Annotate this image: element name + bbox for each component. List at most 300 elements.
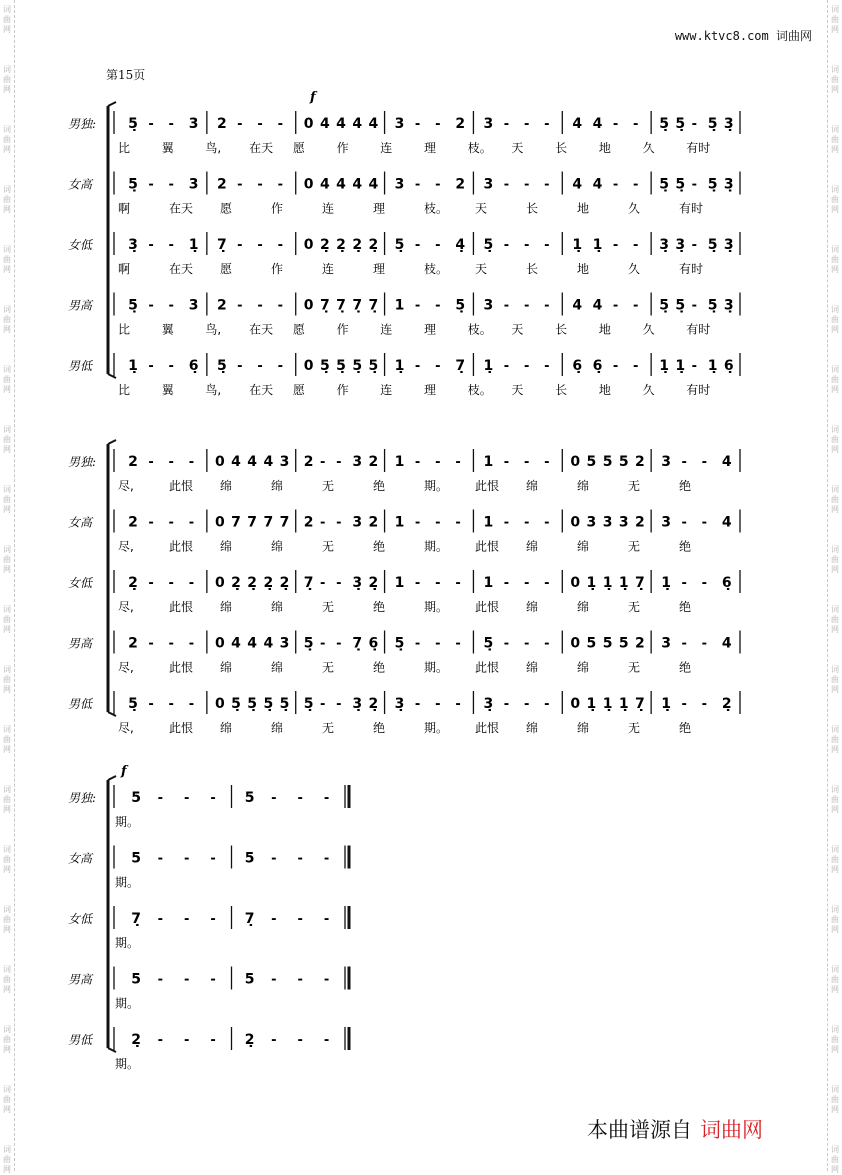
lyric: 期。 — [424, 479, 449, 493]
lyric: 绵 — [526, 600, 539, 614]
sustain-dash: - — [336, 636, 342, 652]
note: 5̣ — [231, 696, 241, 712]
note: 7̣ — [635, 696, 645, 712]
sustain-dash: - — [210, 1033, 216, 1048]
note: 3 — [483, 176, 494, 193]
lyric: 作 — [336, 141, 349, 155]
sustain-dash: - — [148, 576, 154, 591]
note: 0 — [570, 635, 581, 652]
note: 5̣ — [675, 176, 686, 193]
lyric: 作 — [336, 383, 349, 397]
lyric: 理 — [373, 262, 386, 276]
note: 2 — [368, 514, 379, 531]
lyric: 枝。 — [424, 201, 449, 216]
sustain-dash: - — [503, 455, 510, 470]
voice-label: 男低 — [68, 359, 93, 373]
sustain-dash: - — [323, 972, 330, 988]
lyric: 长 — [555, 383, 568, 397]
sustain-dash: - — [691, 359, 697, 374]
note: 5̣ — [336, 358, 346, 374]
note: 2̣ — [247, 575, 258, 591]
note: 0 — [570, 514, 581, 531]
sustain-dash: - — [435, 117, 441, 132]
sustain-dash: - — [612, 117, 619, 132]
sustain-dash: - — [148, 636, 154, 652]
lyric: 无 — [628, 539, 641, 554]
note: 0 — [214, 454, 225, 470]
sustain-dash: - — [435, 515, 441, 531]
sustain-dash: - — [277, 238, 284, 253]
lyric: 此恨 — [475, 660, 500, 675]
note: 0 — [214, 696, 225, 712]
note: 0 — [570, 454, 581, 470]
note: 7̣ — [352, 635, 363, 652]
sustain-dash: - — [435, 238, 441, 253]
note: 2 — [635, 635, 645, 652]
lyric: 理 — [424, 141, 437, 155]
sustain-dash: - — [544, 455, 550, 470]
lyric: 无 — [628, 660, 641, 675]
lyric: 此恨 — [475, 539, 500, 554]
note: 5̣ — [659, 116, 669, 132]
note: 3̣ — [723, 116, 734, 132]
note: 7 — [231, 514, 241, 531]
watermark-mark: 词 曲 网 — [831, 245, 839, 274]
watermark-mark: 词 曲 网 — [831, 845, 839, 874]
voice-label: 男独: — [68, 791, 97, 805]
note: 1 — [394, 514, 405, 531]
note: 5 — [244, 790, 255, 806]
lyric: 绝 — [373, 600, 386, 614]
note: 5̣ — [659, 297, 669, 314]
note: 7 — [247, 514, 258, 531]
note: 1 — [394, 575, 405, 591]
note: 4 — [368, 176, 379, 193]
sustain-dash: - — [691, 238, 697, 253]
sustain-dash: - — [168, 177, 174, 193]
sustain-dash: - — [435, 636, 441, 652]
lyric: 绵 — [271, 479, 284, 493]
lyric: 作 — [271, 201, 284, 216]
sustain-dash: - — [544, 117, 550, 132]
note: 5 — [131, 971, 141, 988]
lyric: 有时 — [686, 141, 711, 155]
note: 4 — [592, 176, 603, 193]
lyric: 绝 — [373, 539, 386, 554]
sustain-dash: - — [633, 177, 639, 193]
note: 5̣ — [707, 297, 718, 314]
note: 2̣ — [368, 696, 379, 712]
lyric: 久 — [642, 141, 655, 155]
voice-label: 男低 — [68, 1033, 93, 1047]
sustain-dash: - — [319, 576, 326, 591]
lyric: 绝 — [679, 600, 692, 614]
note: 4 — [247, 635, 258, 652]
lyric: 无 — [628, 721, 641, 735]
sustain-dash: - — [435, 298, 441, 314]
lyric: 尽, — [118, 479, 134, 493]
lyric: 期。 — [424, 721, 449, 735]
footer-credit — [587, 1114, 763, 1144]
note: 6̣ — [723, 358, 734, 374]
note: 5̣ — [675, 297, 686, 314]
sustain-dash: - — [544, 359, 550, 374]
lyric: 尽, — [118, 600, 134, 614]
note: 1 — [483, 514, 494, 531]
note: 4̣ — [455, 237, 466, 253]
sustain-dash: - — [188, 515, 195, 531]
sustain-dash: - — [183, 851, 190, 867]
lyric: 无 — [322, 660, 335, 675]
lyric: 绵 — [271, 660, 284, 675]
watermark-mark: 词 曲 网 — [3, 305, 11, 334]
note: 5̣ — [319, 358, 330, 374]
sustain-dash: - — [455, 636, 461, 652]
note: 3 — [586, 514, 597, 531]
note: 7̣ — [368, 297, 379, 314]
lyric: 连 — [380, 383, 393, 397]
note: 1̣ — [586, 575, 597, 591]
sustain-dash: - — [237, 298, 243, 314]
note: 4 — [572, 176, 583, 193]
note: 5 — [244, 850, 255, 867]
lyric: 连 — [380, 322, 393, 337]
sustain-dash: - — [633, 298, 639, 314]
watermark-mark: 词 曲 网 — [831, 965, 839, 994]
note: 1 — [394, 297, 405, 314]
sustain-dash: - — [435, 177, 441, 193]
note: 3 — [352, 514, 363, 531]
note: 4 — [319, 176, 330, 193]
lyric: 在天 — [249, 322, 274, 337]
lyric: 枝。 — [424, 262, 449, 276]
lyric: 长 — [526, 262, 539, 276]
watermark-mark: 词 曲 网 — [3, 1145, 11, 1174]
lyric: 绝 — [679, 539, 692, 554]
watermark-mark: 词 曲 网 — [3, 845, 11, 874]
sustain-dash: - — [612, 177, 619, 193]
note: 3 — [661, 514, 671, 531]
sustain-dash: - — [237, 359, 243, 374]
watermark-mark: 词 曲 网 — [3, 1085, 11, 1114]
sustain-dash: - — [633, 238, 639, 253]
sustain-dash: - — [168, 697, 174, 712]
watermark-mark: 词 曲 网 — [3, 65, 11, 94]
note: 7̣ — [303, 575, 314, 591]
note: 3 — [394, 176, 405, 193]
lyric: 啊 — [118, 201, 131, 216]
sustain-dash: - — [319, 697, 326, 712]
lyric: 绵 — [526, 479, 539, 493]
sustain-dash: - — [701, 636, 708, 652]
watermark-mark: 词 曲 网 — [831, 605, 839, 634]
note: 5̣ — [483, 237, 494, 253]
sustain-dash: - — [414, 576, 421, 591]
lyric: 绝 — [373, 660, 386, 675]
sustain-dash: - — [237, 177, 243, 193]
sustain-dash: - — [681, 515, 687, 531]
note: 2̣ — [368, 575, 379, 591]
dynamic-marking: f — [121, 764, 127, 779]
bracket-top — [108, 440, 116, 444]
sustain-dash: - — [503, 117, 510, 132]
sustain-dash: - — [503, 515, 510, 531]
sustain-dash: - — [210, 912, 216, 927]
sustain-dash: - — [257, 359, 263, 374]
sustain-dash: - — [297, 972, 303, 988]
sustain-dash: - — [319, 636, 326, 652]
lyric: 尽, — [118, 721, 134, 735]
sustain-dash: - — [691, 117, 697, 132]
watermark-mark: 词 曲 网 — [3, 485, 11, 514]
note: 3 — [483, 297, 494, 314]
lyric: 地 — [577, 201, 590, 216]
sustain-dash: - — [168, 515, 174, 531]
note: 2̣ — [368, 237, 379, 253]
note: 4 — [231, 454, 241, 470]
note: 1 — [483, 575, 494, 591]
sustain-dash: - — [323, 1033, 330, 1048]
note: 2 — [455, 116, 466, 132]
watermark-mark: 词 曲 网 — [3, 605, 11, 634]
note: 5 — [586, 635, 597, 652]
lyric: 绵 — [577, 600, 590, 614]
sustain-dash: - — [210, 791, 216, 806]
lyric: 鸟, — [205, 383, 222, 397]
sustain-dash: - — [523, 576, 530, 591]
sustain-dash: - — [271, 912, 277, 927]
note: 1̣ — [483, 358, 494, 374]
note: 5̣ — [455, 297, 466, 314]
sustain-dash: - — [544, 576, 550, 591]
sustain-dash: - — [414, 636, 421, 652]
lyric: 长 — [555, 141, 568, 155]
sustain-dash: - — [336, 697, 342, 712]
lyric: 绵 — [220, 660, 233, 675]
sustain-dash: - — [523, 117, 530, 132]
lyric: 期。 — [115, 815, 140, 829]
sustain-dash: - — [544, 298, 550, 314]
lyric: 绝 — [679, 479, 692, 493]
note: 2̣ — [244, 1032, 255, 1048]
sustain-dash: - — [523, 238, 530, 253]
lyric: 绵 — [577, 721, 590, 735]
note: 2 — [128, 454, 138, 470]
sustain-dash: - — [414, 238, 421, 253]
voice-label: 女低 — [68, 576, 93, 590]
sustain-dash: - — [681, 697, 687, 712]
sustain-dash: - — [183, 972, 190, 988]
sustain-dash: - — [681, 455, 687, 470]
lyric: 尽, — [118, 660, 134, 675]
lyric: 期。 — [424, 539, 449, 554]
lyric: 比 — [118, 141, 131, 155]
sustain-dash: - — [701, 455, 708, 470]
note: 7̣ — [131, 911, 141, 927]
lyric: 愿 — [220, 201, 233, 216]
note: 5̣ — [483, 635, 494, 652]
sustain-dash: - — [414, 455, 421, 470]
note: 5 — [131, 790, 141, 806]
sustain-dash: - — [148, 177, 154, 193]
sustain-dash: - — [544, 177, 550, 193]
note: 4 — [263, 635, 274, 652]
note: 5̣ — [368, 358, 379, 374]
sustain-dash: - — [336, 515, 342, 531]
note: 1̣ — [707, 358, 718, 374]
sustain-dash: - — [503, 359, 510, 374]
lyric: 尽, — [118, 539, 134, 554]
voice-label: 男高 — [68, 636, 93, 651]
lyric: 久 — [628, 201, 641, 216]
lyric: 连 — [380, 141, 393, 155]
note: 2̣ — [263, 575, 274, 591]
note: 6̣ — [188, 358, 199, 374]
lyric: 绵 — [577, 479, 590, 493]
note: 2 — [635, 454, 645, 470]
lyric: 鸟, — [205, 141, 222, 155]
note: 1̣ — [394, 358, 405, 374]
note: 7̣ — [216, 237, 227, 253]
sustain-dash: - — [271, 972, 277, 988]
note: 4 — [231, 635, 241, 652]
watermark-mark: 词 曲 网 — [831, 365, 839, 394]
lyric: 此恨 — [475, 479, 500, 493]
watermark-mark: 词 曲 网 — [3, 785, 11, 814]
watermark-mark: 词 曲 网 — [831, 725, 839, 754]
note: 2̣ — [336, 237, 346, 253]
sustain-dash: - — [183, 1033, 190, 1048]
lyric: 绵 — [577, 539, 590, 554]
lyric: 长 — [555, 322, 568, 337]
lyric: 无 — [322, 479, 335, 493]
sustain-dash: - — [503, 697, 510, 712]
sustain-dash: - — [157, 912, 163, 927]
note: 4 — [263, 454, 274, 470]
sustain-dash: - — [336, 576, 342, 591]
watermark-mark: 词 曲 网 — [831, 1085, 839, 1114]
lyric: 绵 — [220, 721, 233, 735]
note: 3̣ — [659, 237, 669, 253]
note: 2̣ — [352, 237, 363, 253]
note: 2 — [128, 635, 138, 652]
sustain-dash: - — [414, 359, 421, 374]
note: 4 — [352, 116, 363, 132]
sustain-dash: - — [148, 238, 154, 253]
bracket-top — [108, 102, 116, 106]
lyric: 久 — [642, 383, 655, 397]
note: 5̣ — [659, 176, 669, 193]
note: 5̣ — [707, 237, 718, 253]
note: 5 — [244, 971, 255, 988]
lyric: 无 — [628, 600, 641, 614]
lyric: 此恨 — [169, 600, 194, 614]
voice-label: 女高 — [68, 515, 93, 530]
watermark-mark: 词 曲 网 — [3, 5, 11, 34]
note: 3̣ — [723, 237, 734, 253]
lyric: 愿 — [292, 141, 305, 155]
sustain-dash: - — [297, 912, 303, 927]
watermark-mark: 词 曲 网 — [3, 965, 11, 994]
watermark-mark: 词 曲 网 — [3, 725, 11, 754]
lyric: 天 — [511, 322, 524, 337]
sustain-dash: - — [148, 515, 154, 531]
sustain-dash: - — [271, 1033, 277, 1048]
lyric: 作 — [271, 262, 284, 276]
lyric: 绝 — [679, 660, 692, 675]
note: 4 — [721, 454, 732, 470]
note: 2̣ — [721, 696, 732, 712]
lyric: 绵 — [220, 539, 233, 554]
note: 3̣ — [483, 696, 494, 712]
bracket-bottom — [108, 1048, 116, 1052]
sustain-dash: - — [523, 697, 530, 712]
sustain-dash: - — [157, 1033, 163, 1048]
note: 3̣ — [675, 237, 686, 253]
note: 3̣ — [723, 176, 734, 193]
watermark-mark: 词 曲 网 — [831, 785, 839, 814]
lyric: 翼 — [161, 141, 174, 155]
note: 4 — [336, 116, 346, 132]
note: 5̣ — [707, 116, 718, 132]
footer-brand[interactable]: 词曲网 — [700, 1118, 763, 1142]
lyric: 期。 — [115, 875, 140, 890]
lyric: 有时 — [686, 322, 711, 337]
sustain-dash: - — [157, 791, 163, 806]
watermark-mark: 词 曲 网 — [831, 1025, 839, 1054]
lyric: 比 — [118, 383, 131, 397]
site-url[interactable]: www.ktvc8.com — [674, 29, 769, 43]
sustain-dash: - — [183, 912, 190, 927]
sustain-dash: - — [148, 455, 154, 470]
note: 5 — [586, 454, 597, 470]
note: 5̣ — [216, 358, 227, 374]
note: 4 — [368, 116, 379, 132]
note: 0 — [214, 635, 225, 652]
sustain-dash: - — [168, 576, 174, 591]
voice-label: 女低 — [68, 238, 93, 252]
note: 0 — [214, 514, 225, 531]
sustain-dash: - — [612, 359, 619, 374]
voice-label: 女低 — [68, 912, 93, 926]
note: 2 — [635, 514, 645, 531]
note: 2 — [368, 454, 379, 470]
sustain-dash: - — [148, 697, 154, 712]
note: 6̣ — [721, 575, 732, 591]
note: 5̣ — [394, 237, 405, 253]
lyric: 理 — [424, 383, 437, 397]
note: 4 — [721, 514, 732, 531]
lyric: 天 — [511, 141, 524, 155]
sustain-dash: - — [435, 697, 441, 712]
watermark-mark: 词 曲 网 — [3, 245, 11, 274]
lyric: 作 — [336, 322, 349, 337]
note: 4 — [352, 176, 363, 193]
lyric: 啊 — [118, 262, 131, 276]
note: 5̣ — [394, 635, 405, 652]
watermark-mark: 词 曲 网 — [831, 665, 839, 694]
sustain-dash: - — [148, 359, 154, 374]
sustain-dash: - — [188, 636, 195, 652]
lyric: 此恨 — [169, 539, 194, 554]
note: 1̣ — [188, 237, 199, 253]
lyric: 期。 — [115, 996, 140, 1011]
lyric: 在天 — [169, 201, 194, 216]
sustain-dash: - — [414, 697, 421, 712]
note: 7̣ — [244, 911, 255, 927]
sustain-dash: - — [297, 851, 303, 867]
sustain-dash: - — [257, 298, 263, 314]
